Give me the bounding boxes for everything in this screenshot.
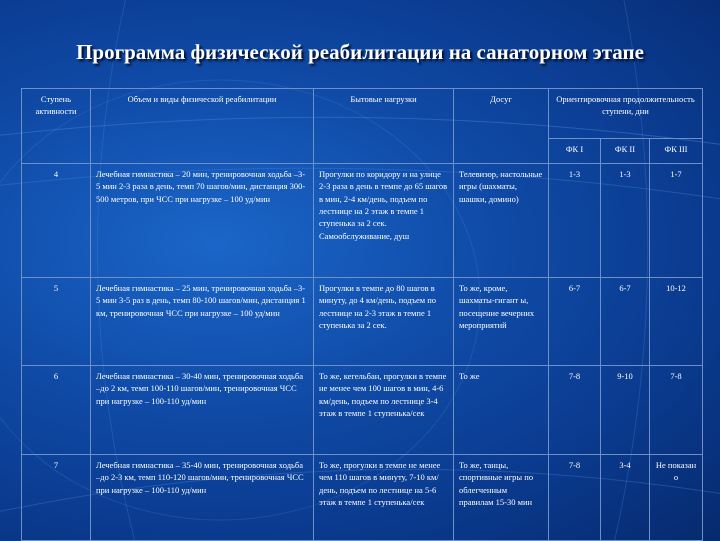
table-header-row [22,89,703,139]
table-row [22,366,703,455]
cell-fk1: 6-7 [549,278,601,366]
table-row [22,164,703,278]
cell-leisure: Телевизор, настольные игры (шахматы, шашки, домино) [454,164,549,278]
table-row [22,455,703,541]
cell-level: 4 [22,164,91,278]
cell-leisure: То же, танцы, спортивные игры по облегченным правилам 15-30 мин [454,455,549,541]
cell-exercise: Лечебная гимнастика – 25 мин, тренировочная ходьба –3-5 мин 3-5 раз в день, темп 80-100 шагов/мин, дистанция 1 км, тренировочная ЧСС при нагрузке – 100 уд/мин [91,278,314,366]
cell-leisure: То же, кроме, шахматы-гигант ы, посещение вечерних мероприятий [454,278,549,366]
cell-fk3: Не показан о [650,455,703,541]
header-fk3: ФК III [650,139,703,164]
cell-exercise: Лечебная гимнастика – 35-40 мин, тренировочная ходьба –до 2-3 км, темп 110-120 шагов/мин, тренировочная ЧСС при нагрузке – 100-110 уд/мин [91,455,314,541]
header-level: Ступень активности [22,89,91,164]
cell-fk2: 6-7 [601,278,650,366]
header-duration: Ориентировочная продолжительность ступени, дни [549,89,703,139]
cell-exercise: Лечебная гимнастика – 30-40 мин, тренировочная ходьба –до 2 км, темп 100-110 шагов/мин, тренировочная ЧСС при нагрузке – 100-110 уд/мин [91,366,314,455]
cell-level: 5 [22,278,91,366]
cell-fk3: 10-12 [650,278,703,366]
cell-level: 6 [22,366,91,455]
header-household: Бытовые нагрузки [314,89,454,164]
cell-household: Прогулки в темпе до 80 шагов в минуту, до 4 км/день, подъем по лестнице на 2-3 этаж в темпе 1 ступенька за 2 сек. [314,278,454,366]
header-fk1: ФК I [549,139,601,164]
cell-fk2: 9-10 [601,366,650,455]
cell-fk1: 7-8 [549,455,601,541]
header-leisure: Досуг [454,89,549,164]
cell-fk1: 1-3 [549,164,601,278]
header-exercise: Объем и виды физической реабилитации [91,89,314,164]
cell-household: Прогулки по коридору и на улице 2-3 раза в день в темпе до 65 шагов в мин, 2-4 км/день, подъем по лестнице на 2 этаж в темпе 1 ступенька за 2 сек. Самообслуживание, душ [314,164,454,278]
cell-fk1: 7-8 [549,366,601,455]
cell-fk3: 7-8 [650,366,703,455]
cell-leisure: То же [454,366,549,455]
page-title: Программа физической реабилитации на санаторном этапе [76,40,644,64]
cell-household: То же, кегельбан, прогулки в темпе не менее чем 100 шагов в мин, 4-6 км/день, подъем по лестнице 3-4 этаж в темпе 1 ступенька/сек [314,366,454,455]
header-fk2: ФК II [601,139,650,164]
table-row [22,278,703,366]
rehab-program-table [21,88,703,541]
cell-level: 7 [22,455,91,541]
cell-exercise: Лечебная гимнастика – 20 мин, тренировочная ходьба –3-5 мин 2-3 раза в день, темп 70 шагов/мин, дистанция 300-500 метров, при ЧСС при нагрузке – 100 уд/мин [91,164,314,278]
cell-fk2: 1-3 [601,164,650,278]
cell-fk3: 1-7 [650,164,703,278]
cell-household: То же, прогулки в темпе не менее чем 110 шагов в минуту, 7-10 км/день, подъем по лестнице на 5-6 этаж в темпе 1 ступенька/сек [314,455,454,541]
cell-fk2: 3-4 [601,455,650,541]
